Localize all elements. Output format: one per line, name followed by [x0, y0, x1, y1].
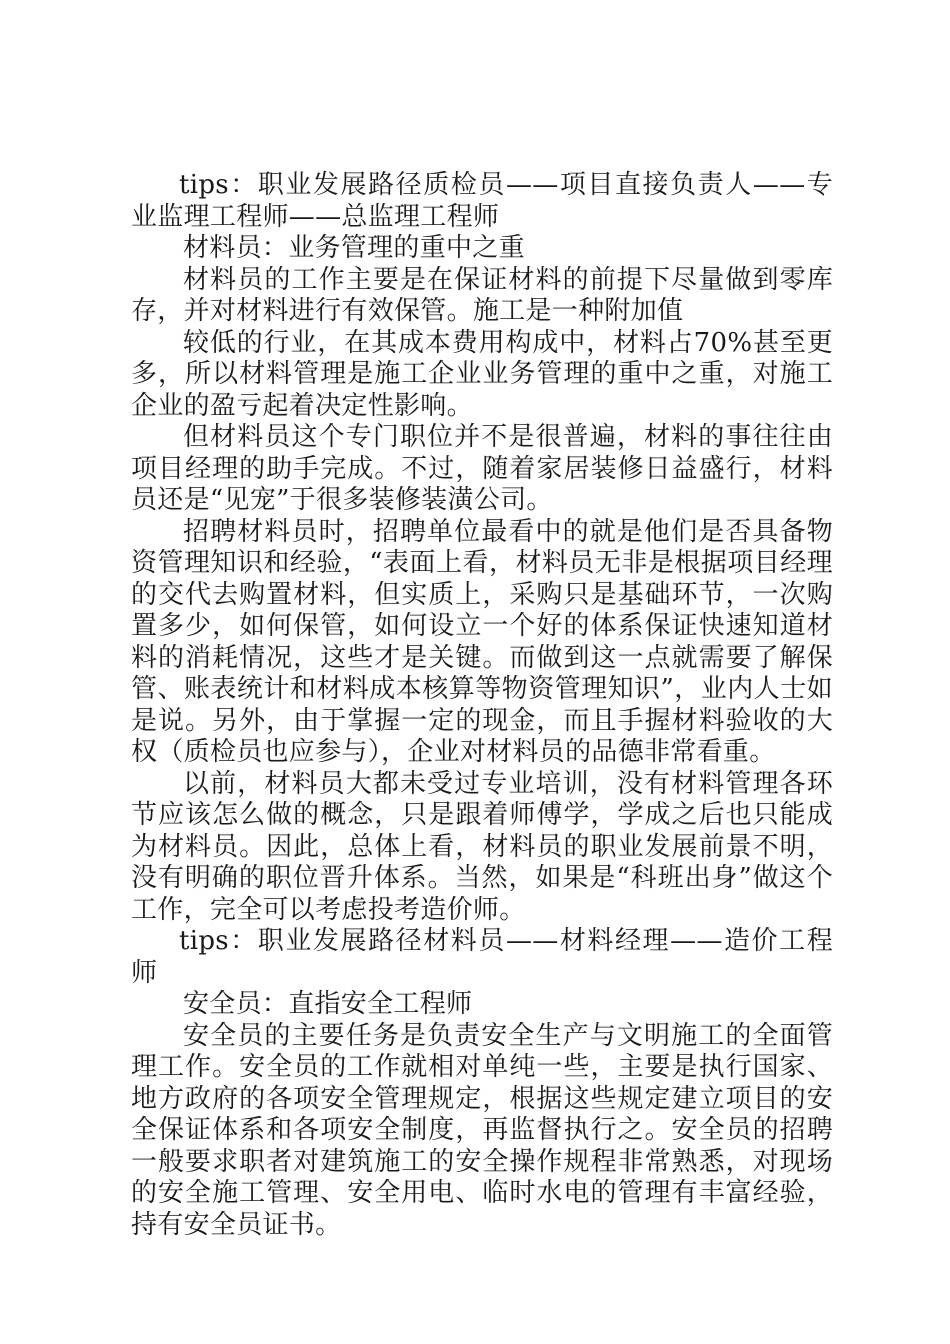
tips-paragraph-material-clerk: tips：职业发展路径材料员——材料经理——造价工程师: [131, 926, 833, 988]
body-paragraph: 但材料员这个专门职位并不是很普遍，材料的事往往由项目经理的助手完成。不过，随着家居装修日益盛行，材料员还是“见宠”于很多装修装潢公司。: [131, 422, 833, 515]
body-paragraph: 招聘材料员时，招聘单位最看中的就是他们是否具备物资管理知识和经验，“表面上看，材料员无非是根据项目经理的交代去购置材料，但实质上，采购只是基础环节，一次购置多少，如何保管，如何设立一个好的体系保证快速知道材料的消耗情况，这些才是关键。而做到这一点就需要了解保管、账表统计和材料成本核算等物资管理知识”，业内人士如是说。另外，由于掌握一定的现金，而且手握材料验收的大权（质检员也应参与），企业对材料员的品德非常看重。: [131, 516, 833, 767]
section-heading-material-clerk: 材料员：业务管理的重中之重: [183, 233, 525, 263]
tips-paragraph-inspector: tips：职业发展路径质检员——项目直接负责人——专业监理工程师——总监理工程师: [131, 170, 833, 232]
body-paragraph: 材料员的工作主要是在保证材料的前提下尽量做到零库存，并对材料进行有效保管。施工是一种附加值: [131, 264, 833, 326]
body-paragraph: 较低的行业，在其成本费用构成中，材料占70%甚至更多，所以材料管理是施工企业业务管理的重中之重，对施工企业的盈亏起着决定性影响。: [131, 327, 833, 421]
section-heading-safety-officer: 安全员：直指安全工程师: [183, 989, 473, 1019]
document-body: [131, 170, 833, 1241]
body-paragraph: 安全员的主要任务是负责安全生产与文明施工的全面管理工作。安全员的工作就相对单纯一些，主要是执行国家、地方政府的各项安全管理规定，根据这些规定建立项目的安全保证体系和各项安全制度，再监督执行之。安全员的招聘一般要求职者对建筑施工的安全操作规程非常熟悉，对现场的安全施工管理、安全用电、临时水电的管理有丰富经验，持有安全员证书。: [131, 1020, 833, 1240]
body-paragraph: 以前，材料员大都未受过专业培训，没有材料管理各环节应该怎么做的概念，只是跟着师傅学，学成之后也只能成为材料员。因此，总体上看，材料员的职业发展前景不明，没有明确的职位晋升体系。当然，如果是“科班出身”做这个工作，完全可以考虑投考造价师。: [131, 768, 833, 925]
